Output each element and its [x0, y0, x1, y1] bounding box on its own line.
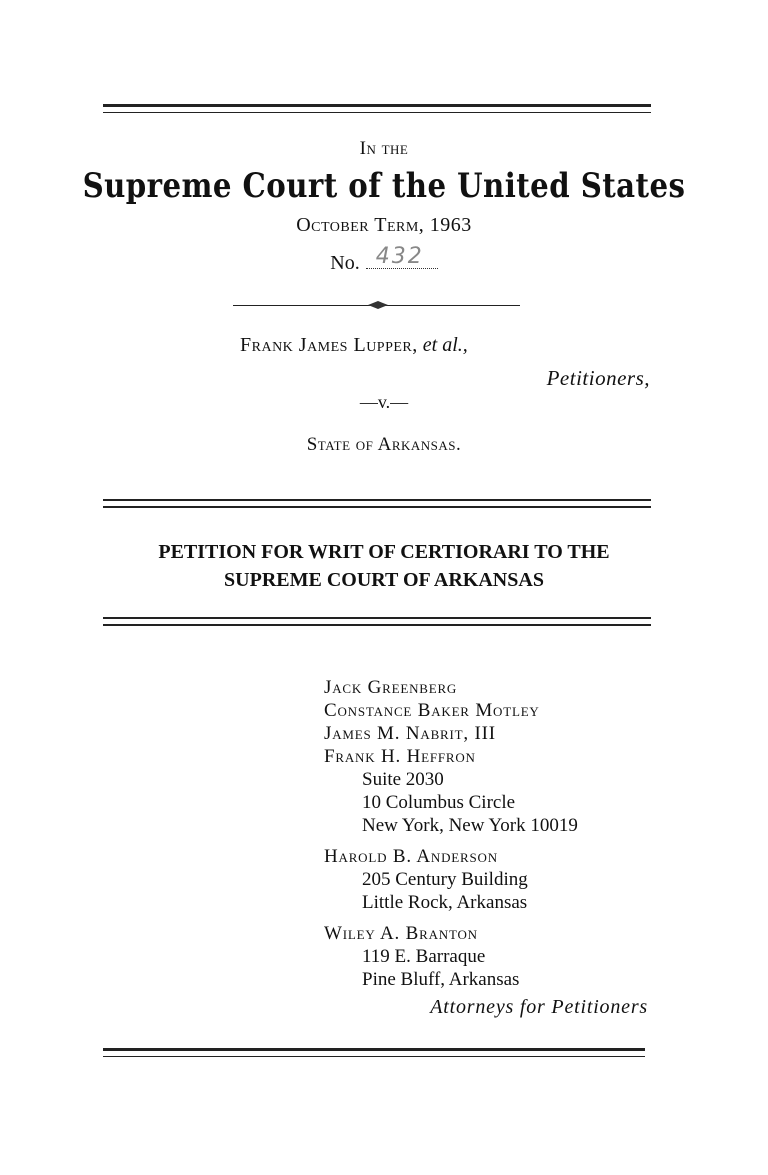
counsel-address: 205 Century Building — [362, 869, 528, 890]
handwritten-docket: 432 — [375, 244, 424, 269]
title-rule-bottom — [103, 617, 651, 626]
docket-line — [366, 244, 438, 269]
court-title: Supreme Court of the United States — [82, 166, 686, 206]
bottom-rule — [103, 1048, 645, 1057]
versus: —v.— — [359, 392, 409, 412]
counsel-address: Suite 2030 — [362, 769, 444, 790]
counsel-address: Pine Bluff, Arkansas — [362, 969, 520, 990]
title-line-2: SUPREME COURT OF ARKANSAS — [224, 569, 544, 591]
counsel-address: 119 E. Barraque — [362, 946, 486, 967]
petitioner-role: Petitioners, — [546, 366, 650, 390]
counsel-name: Jack Greenberg — [324, 677, 458, 698]
counsel-name: Harold B. Anderson — [324, 846, 498, 867]
title-line-1: PETITION FOR WRIT OF CERTIORARI TO THE — [158, 541, 610, 563]
respondent-name: State of Arkansas. — [306, 434, 462, 455]
counsel-name: Frank H. Heffron — [324, 746, 476, 767]
document-title — [0, 538, 768, 594]
in-the-label: In the — [359, 138, 409, 159]
counsel-block — [324, 676, 578, 991]
docket-number — [0, 244, 768, 275]
counsel-name: James M. Nabrit, III — [324, 723, 496, 744]
ornament-diamond-icon — [368, 301, 388, 309]
counsel-name: Wiley A. Branton — [324, 923, 478, 944]
term-label: October Term, 1963 — [296, 214, 472, 236]
counsel-address: Little Rock, Arkansas — [362, 892, 528, 913]
petitioner-name: Frank James Lupper, et al., — [240, 334, 468, 356]
counsel-address: 10 Columbus Circle — [362, 792, 516, 813]
docket-label: No. — [330, 252, 360, 274]
top-rule — [103, 104, 651, 113]
counsel-role: Attorneys for Petitioners — [430, 996, 648, 1018]
counsel-address: New York, New York 10019 — [362, 815, 578, 836]
title-rule-top — [103, 499, 651, 508]
counsel-name: Constance Baker Motley — [324, 700, 540, 721]
